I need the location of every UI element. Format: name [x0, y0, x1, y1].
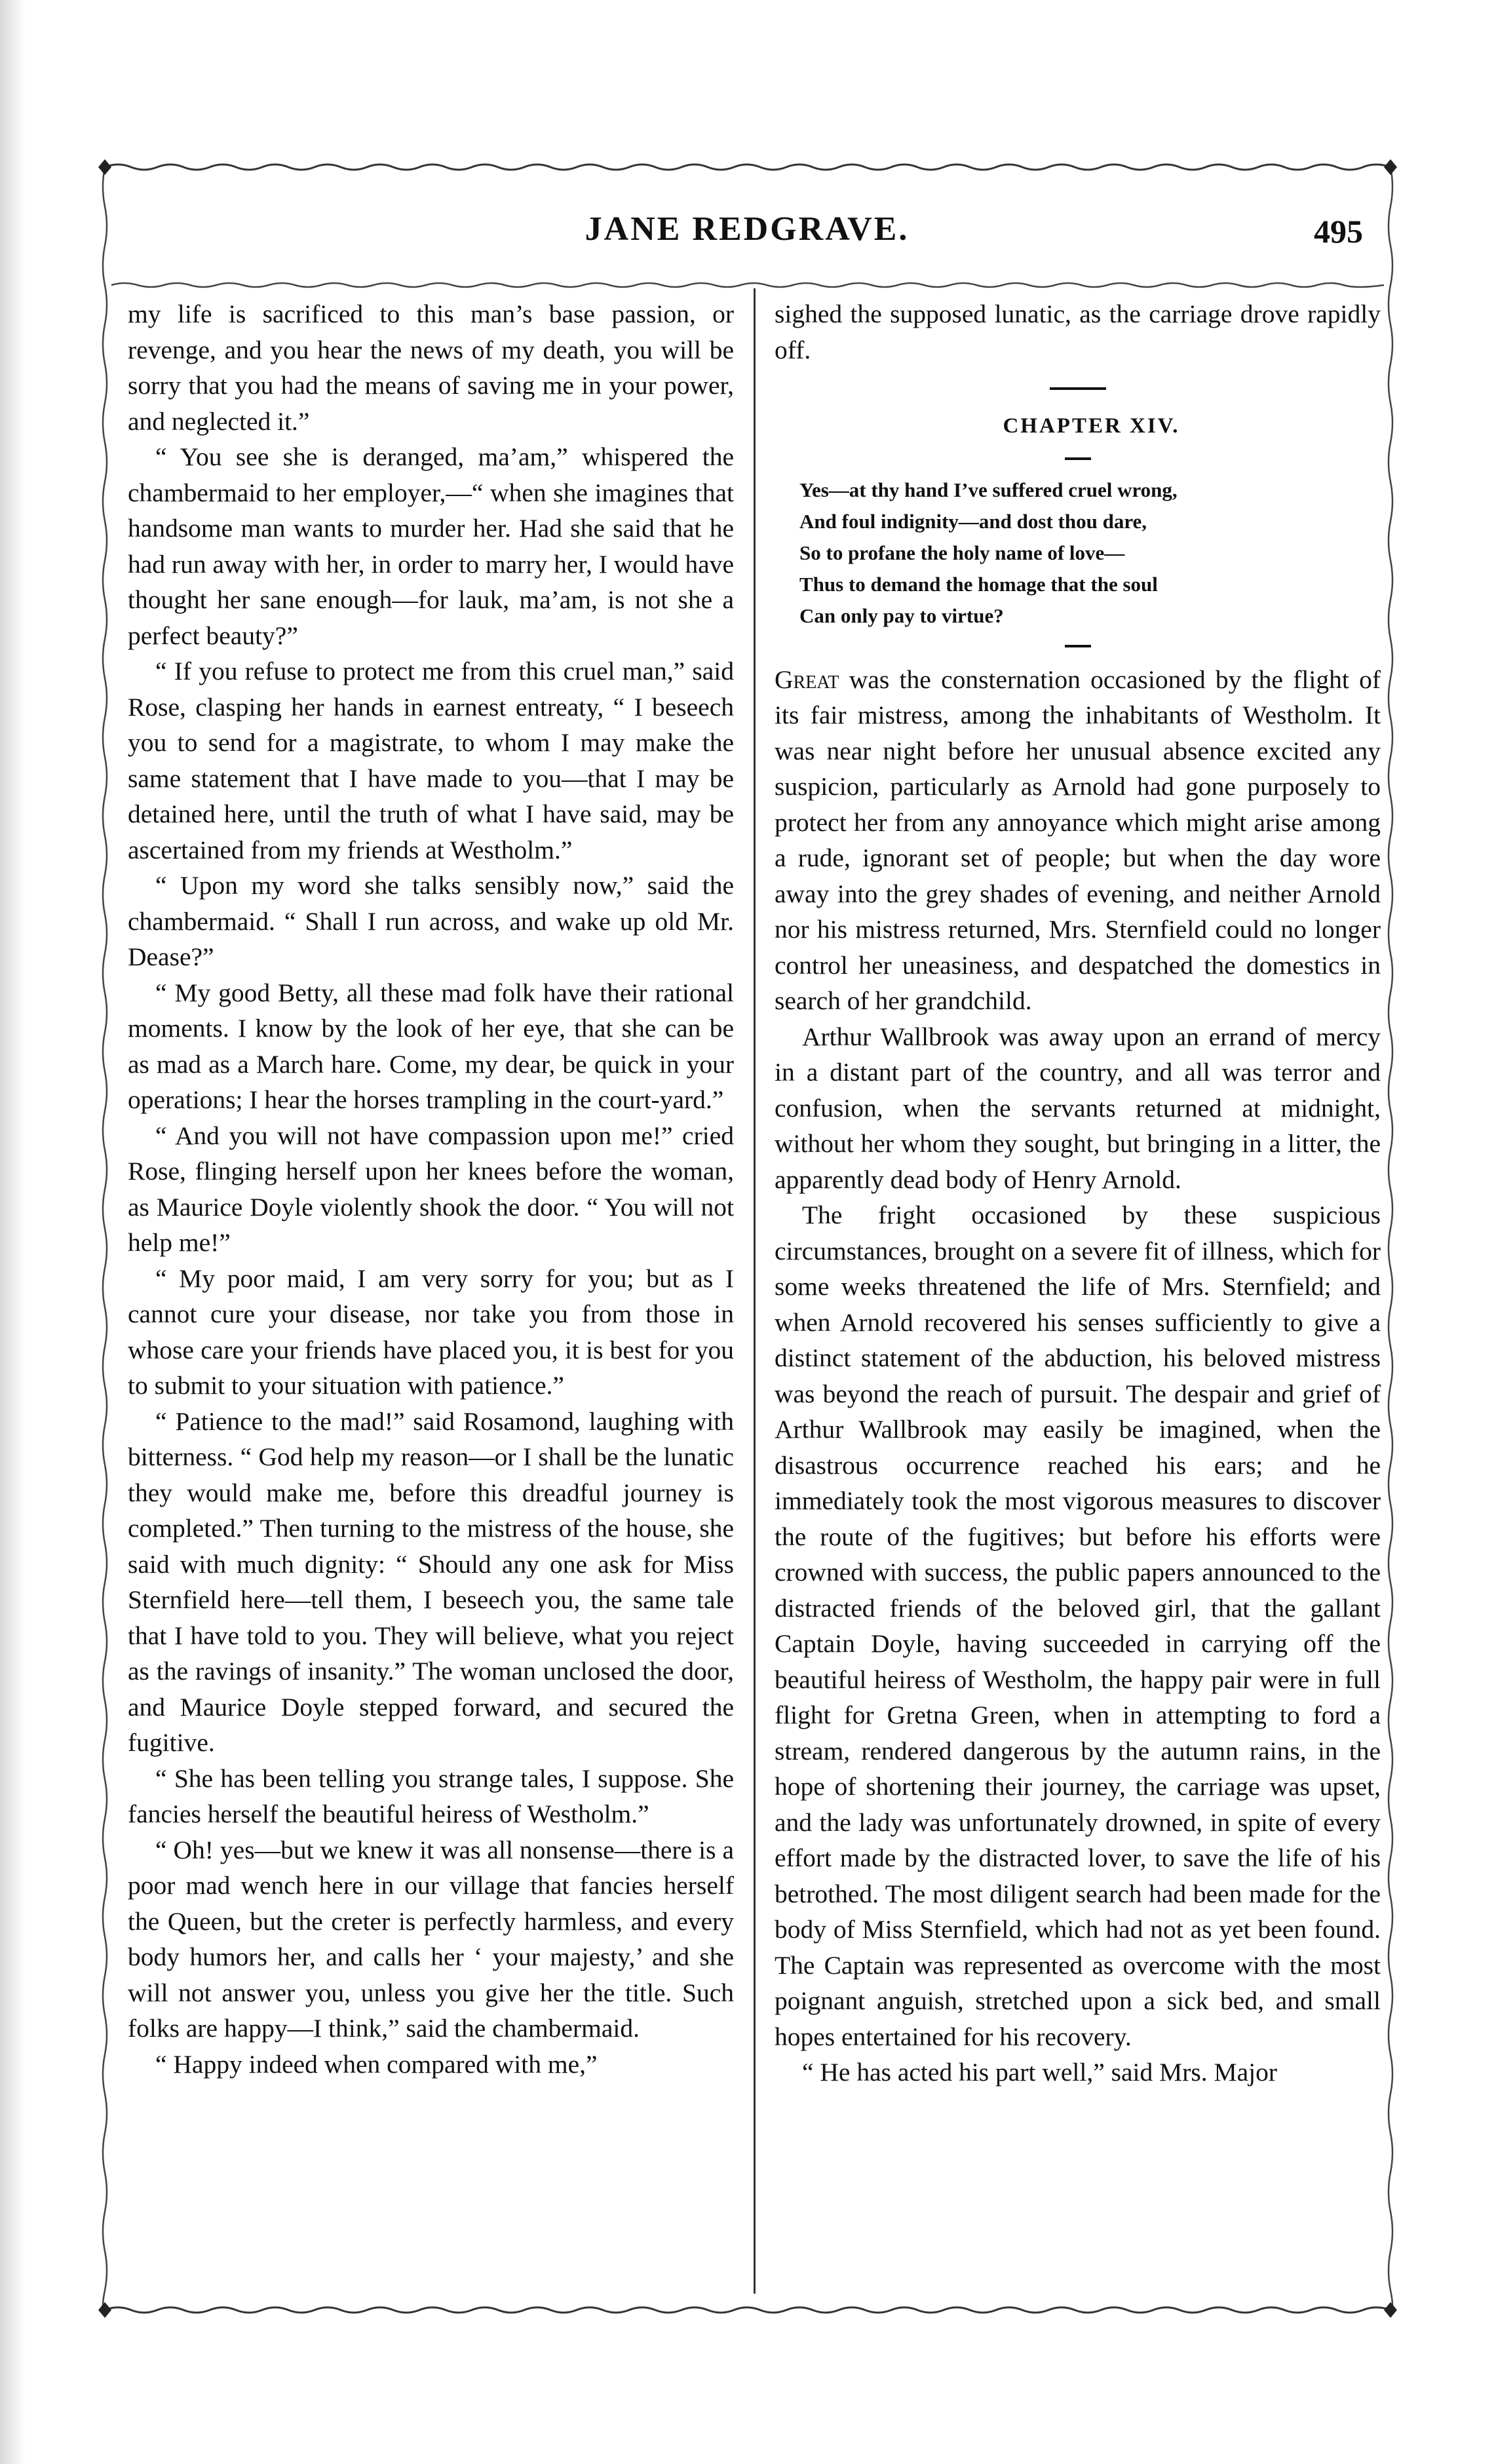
paragraph: “ You see she is deranged, ma’am,” whispered the chambermaid to her employer,—“ when she imagines that handsome man wants to murder her. Had she said that he had run away with her, in order to marry her, I would have thought her sane enough—for lauk, ma’am, is not she a perfect beauty?” — [128, 442, 734, 650]
paragraph: “ If you refuse to protect me from this cruel man,” said Rose, clasping her hands in earnest entreaty, “ I beseech you to send for a magistrate, to whom I may make the same statement that I have made to you—that I may be detained here, until the truth of what I have said, may be ascertained from my friends at Westholm.” — [128, 657, 734, 864]
paragraph: Arthur Wallbrook was away upon an errand of mercy in a distant part of the country, and all was terror and confusion, when the servants returned at midnight, without her whom they sought, but bringing in a litter, the apparently dead body of Henry Arnold. — [775, 1022, 1381, 1194]
frame-right-wave — [1389, 167, 1392, 2310]
epigraph-line: Can only pay to virtue? — [799, 604, 1004, 627]
scan-edge-shadow — [0, 0, 26, 2464]
paragraph: “ Patience to the mad!” said Rosamond, laughing with bitterness. “ God help my reason—or I shall be the lunatic they would make me, before this dreadful journey is completed.” Then turning to the mistress of the house, she said with much dignity: “ Should any one ask for Miss Sternfield here—tell them, I beseech you, the same tale that I have told to you. They will believe, what you reject as the ravings of insanity.” The woman unclosed the door, and Maurice Doyle stepped forward, and secured the fugitive. — [128, 1406, 734, 1757]
running-title: JANE REDGRAVE. — [585, 210, 910, 248]
paragraph-text: was the consternation occasioned by the flight of its fair mistress, among the inhabitants of Westholm. It was near night before her unusual absence excited any suspicion, particularly as Arnold had gone purposely to protect her from any annoyance which might arise among a rude, ignorant set of people; but when the day wore away into the grey shades of evening, and neither Arnold nor his mistress returned, Mrs. Sternfield could no longer control her uneasiness, and despatched the domestics in search of her grandchild. — [775, 664, 1381, 1015]
frame-top-wave — [105, 164, 1391, 170]
first-word: Great — [775, 664, 839, 694]
page-number: 495 — [1314, 213, 1363, 250]
paragraph: “ Upon my word she talks sensibly now,” said the chambermaid. “ Shall I run across, and wake up old Mr. Dease?” — [128, 871, 734, 971]
paragraph: “ And you will not have compassion upon me!” cried Rose, flinging herself upon her knees before the woman, as Maurice Doyle violently shook the door. “ You will not help me!” — [128, 1121, 734, 1257]
epigraph-line: So to profane the holy name of love— — [799, 541, 1125, 564]
opening-lines: sighed the supposed lunatic, as the carriage drove rapidly off. — [775, 299, 1381, 364]
column-divider — [754, 288, 756, 2294]
paragraph: “ Happy indeed when compared with me,” — [155, 2049, 598, 2079]
chapter-opening-paragraph — [775, 662, 1381, 1019]
corner-ornament-top-left — [98, 159, 111, 175]
header-rule-wave — [111, 283, 1384, 287]
section-rule — [1050, 387, 1106, 390]
epigraph-rule — [1065, 645, 1091, 647]
paragraph: “ She has been telling you strange tales, I suppose. She fancies herself the beautiful heiress of Westholm.” — [128, 1763, 734, 1828]
paragraph: “ My good Betty, all these mad folk have their rational moments. I know by the look of her eye, that she can be as mad as a March hare. Come, my dear, be quick in your operations; I hear the horses trampling in the court-yard.” — [128, 978, 734, 1114]
chapter-rule — [1065, 457, 1091, 460]
right-column — [775, 296, 1381, 2090]
left-column — [128, 296, 734, 2082]
paragraph: “ He has acted his part well,” said Mrs. Major — [802, 2058, 1278, 2087]
paragraph: my life is sacrificed to this man’s base passion, or revenge, and you hear the news of my death, you will be sorry that you had the means of saving me in your power, and neglected it.” — [128, 299, 734, 436]
paragraph: The fright occasioned by these suspicious circumstances, brought on a severe fit of illness, which for some weeks threatened the life of Mrs. Sternfield; and when Arnold recovered his senses sufficiently to give a distinct statement of the abduction, his beloved mistress was beyond the reach of pursuit. The despair and grief of Arthur Wallbrook may easily be imagined, when the disastrous occurrence reached his ears; and he immediately took the most vigorous measures to discover the route of the fugitives; but before his efforts were crowned with success, the public papers announced to the distracted friends of the beloved girl, that the gallant Captain Doyle, having succeeded in carrying off the beautiful heiress of Westholm, the happy pair were in full flight for Gretna Green, when in attempting to ford a stream, rendered dangerous by the autumn rains, in the hope of shortening their journey, the carriage was upset, and the lady was unfortunately drowned, in spite of every effort made by the distracted lover, to save the life of his betrothed. The most diligent search had been made for the body of Miss Sternfield, which had not as yet been found. The Captain was represented as overcome with the most poignant anguish, stretched upon a sick bed, and small hopes entertained for his recovery. — [775, 1201, 1381, 2051]
epigraph — [775, 474, 1381, 632]
epigraph-line: Thus to demand the homage that the soul — [799, 572, 1158, 596]
frame-left-wave — [103, 167, 107, 2310]
frame-bottom-wave — [105, 2307, 1391, 2313]
epigraph-line: Yes—at thy hand I’ve suffered cruel wrong, — [799, 478, 1178, 501]
running-head — [105, 210, 1389, 262]
paragraph: “ My poor maid, I am very sorry for you; but as I cannot cure your disease, nor take you from those in whose care your friends have placed you, it is best for you to submit to your situation with patience.” — [128, 1263, 734, 1400]
corner-ornament-bottom-left — [98, 2302, 111, 2318]
epigraph-line: And foul indignity—and dost thou dare, — [799, 509, 1147, 533]
chapter-heading: CHAPTER XIV. — [1003, 414, 1180, 438]
paragraph: “ Oh! yes—but we knew it was all nonsense—there is a poor mad wench here in our village that fancies herself the Queen, but the creter is perfectly harmless, and every body humors her, and calls her ‘ your majesty,’ and she will not answer you, unless you give her the title. Such folks are happy—I think,” said the chambermaid. — [128, 1835, 734, 2043]
corner-ornament-top-right — [1384, 159, 1397, 175]
corner-ornament-bottom-right — [1384, 2302, 1397, 2318]
